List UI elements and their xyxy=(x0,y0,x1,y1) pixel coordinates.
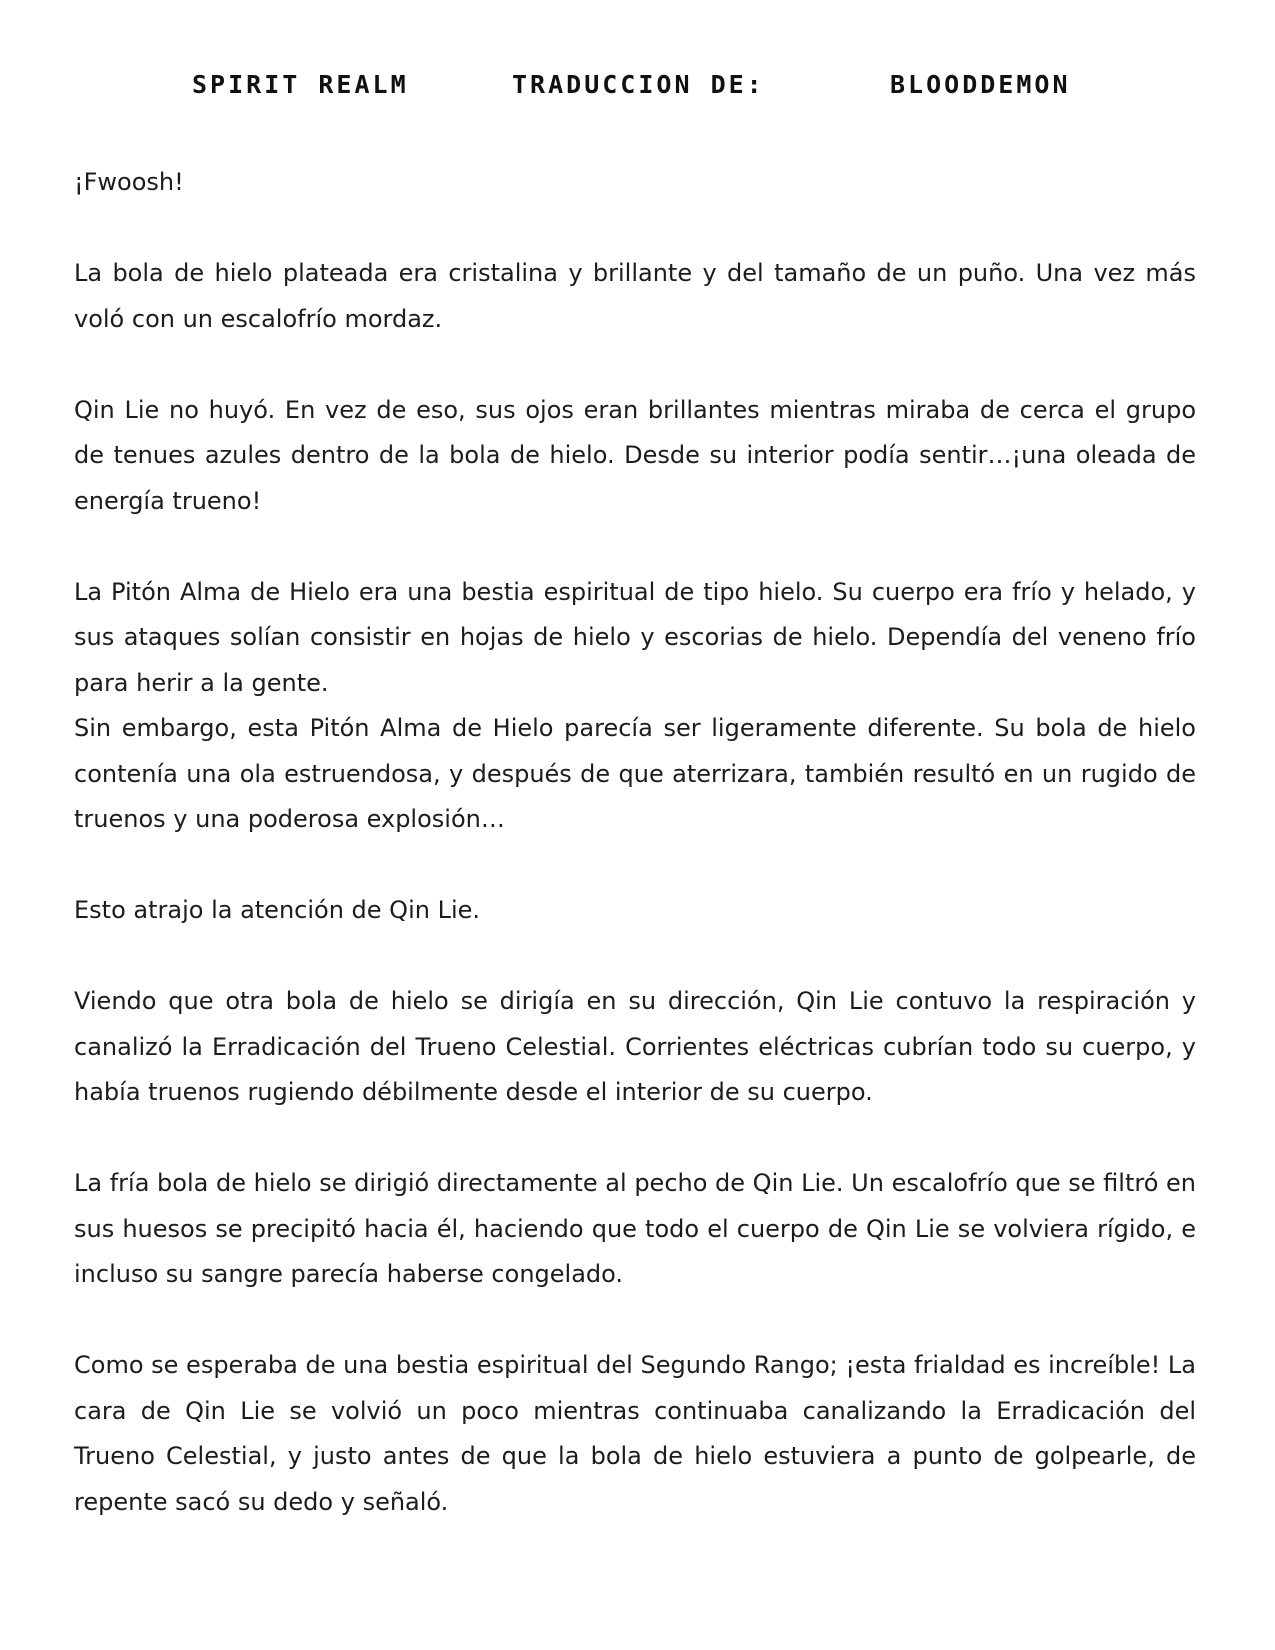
paragraph: ¡Fwoosh! xyxy=(74,168,184,196)
paragraph: La bola de hielo plateada era cristalina y brillante y del tamaño de un puño. Una vez más voló con un escalofrío mordaz. xyxy=(74,259,1196,333)
header-translation-label: TRADUCCION DE: xyxy=(512,70,765,99)
paragraph: Como se esperaba de una bestia espiritual del Segundo Rango; ¡esta frialdad es increíble! La cara de Qin Lie se volvió un poco mientras continuaba canalizando la Erradicación del Trueno Celestial, y justo antes de que la bola de hielo estuviera a punto de golpearle, de repente sacó su dedo y señaló. xyxy=(74,1351,1196,1516)
paragraph: Qin Lie no huyó. En vez de eso, sus ojos eran brillantes mientras miraba de cerca el grupo de tenues azules dentro de la bola de hielo. Desde su interior podía sentir…¡una oleada de energía trueno! xyxy=(74,395,1196,515)
paragraph: Sin embargo, esta Pitón Alma de Hielo parecía ser ligeramente diferente. Su bola de hielo contenía una ola estruendosa, y después de que aterrizara, también resultó en un rugido de truenos y una poderosa explosión… xyxy=(74,714,1196,833)
header-title: SPIRIT REALM xyxy=(192,70,409,99)
page-header xyxy=(0,70,1275,110)
document-body xyxy=(74,160,1196,1571)
paragraph: Esto atrajo la atención de Qin Lie. xyxy=(74,896,481,924)
paragraph: La fría bola de hielo se dirigió directamente al pecho de Qin Lie. Un escalofrío que se filtró en sus huesos se precipitó hacia él, haciendo que todo el cuerpo de Qin Lie se volviera rígido, e incluso su sangre parecía haberse congelado. xyxy=(74,1169,1196,1288)
header-translator: BLOODDEMON xyxy=(890,70,1071,99)
paragraph: Viendo que otra bola de hielo se dirigía en su dirección, Qin Lie contuvo la respiración y canalizó la Erradicación del Trueno Celestial. Corrientes eléctricas cubrían todo su cuerpo, y había truenos rugiendo débilmente desde el interior de su cuerpo. xyxy=(74,987,1196,1106)
paragraph: La Pitón Alma de Hielo era una bestia espiritual de tipo hielo. Su cuerpo era frío y helado, y sus ataques solían consistir en hojas de hielo y escorias de hielo. Dependía del veneno frío para herir a la gente. xyxy=(74,577,1196,697)
